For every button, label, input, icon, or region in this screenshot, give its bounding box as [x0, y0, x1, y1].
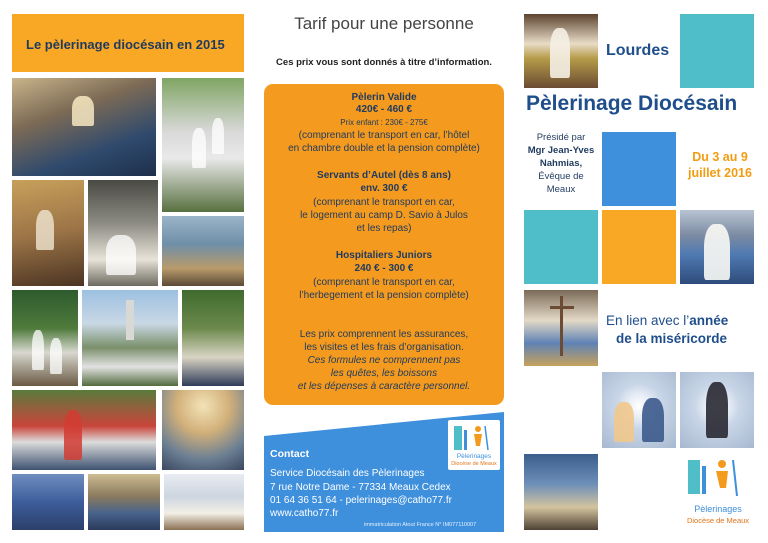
- photo-youth-crowd: [524, 454, 598, 530]
- photo-bishop: [680, 210, 754, 284]
- link-line-2: de la miséricorde: [616, 331, 728, 346]
- link-line-1: [606, 313, 728, 328]
- main-title: Pèlerinage Diocésain: [526, 92, 738, 115]
- pricing-item-2-detail-1: l’herbegement et la pension complète): [299, 290, 469, 301]
- pricing-item-1-detail-1: le logement au camp D. Savio à Julos: [300, 210, 468, 221]
- photo-virgin-statue: [680, 372, 754, 448]
- pilgrim-icon: [448, 420, 500, 454]
- photo-group-courtyard: [162, 216, 244, 286]
- contact-address: 7 rue Notre Dame - 77334 Meaux Cedex: [270, 482, 451, 493]
- photo-cross-procession: [524, 290, 598, 366]
- photo-elderly-pilgrims: [602, 372, 676, 448]
- pricing-footnote-1: Les prix comprennent les assurances,: [299, 329, 469, 340]
- dates-line-2: juillet 2016: [688, 166, 752, 180]
- pricing-item-0-detail-0: (comprenant le transport en car, l’hôtel: [298, 130, 470, 141]
- pricing-footnote-4: les quêtes, les boissons: [330, 368, 438, 379]
- preside-role-2: Meaux: [546, 184, 576, 195]
- pricing-item-2-detail-0: (comprenant le transport en car,: [313, 277, 455, 288]
- teal-square-middle: [524, 210, 598, 284]
- photo-altar-servers: [12, 180, 84, 286]
- photo-basilica: [82, 290, 178, 386]
- lourdes-label: Lourdes: [606, 42, 670, 59]
- pricing-title: Tarif pour une personne: [294, 14, 474, 33]
- preside-role-1: Évêque de: [538, 171, 584, 182]
- pricing-item-2-price: 240 € - 300 €: [354, 263, 414, 274]
- left-header-banner: [12, 14, 244, 72]
- contact-registration: immatriculation Atout France N° IM077110007: [364, 522, 477, 528]
- contact-heading: Contact: [270, 448, 310, 460]
- photo-walk-path: [182, 290, 244, 386]
- pelerinages-logo-small: [448, 420, 500, 470]
- contact-website[interactable]: www.catho77.fr: [270, 508, 339, 519]
- pricing-item-0-detail-1: en chambre double et la pension complète): [288, 143, 480, 154]
- pricing-item-0-price: 420€ - 460 €: [355, 104, 413, 115]
- contact-block: [264, 412, 504, 532]
- photo-altar-servers-candle: [524, 14, 598, 88]
- pricing-subtitle: Ces prix vous sont donnés à titre d’information.: [276, 57, 492, 68]
- left-header-title: Le pèlerinage diocésain en 2015: [26, 37, 225, 52]
- photo-basilica-interior: [162, 390, 244, 470]
- pricing-item-0-note: Prix enfant : 230€ - 275€: [340, 118, 428, 127]
- pricing-item-1-detail-0: (comprenant le transport en car,: [313, 197, 455, 208]
- photo-youth-group-1: [12, 474, 84, 530]
- pricing-footnote-5: et les dépenses à caractère personnel.: [297, 381, 471, 392]
- contact-org: Service Diocésain des Pèlerinages: [270, 468, 425, 479]
- pricing-item-0-name: Pèlerin Valide: [351, 92, 417, 103]
- dates-line-1: Du 3 au 9: [692, 150, 748, 164]
- photo-grotto: [88, 180, 158, 286]
- pricing-footnote-3: Ces formules ne comprennent pas: [307, 355, 461, 366]
- link-prefix: En lien avec l’: [606, 313, 690, 328]
- photo-youth-group-3: [164, 474, 244, 530]
- pricing-item-1-detail-2: et les repas): [356, 223, 412, 234]
- link-highlight: année: [689, 313, 729, 328]
- preside-name-1: Mgr Jean-Yves: [527, 145, 595, 156]
- photo-procession-path: [162, 78, 244, 212]
- logo-small-line1: Pèlerinages: [456, 453, 492, 460]
- logo-large-line2: Diocèse de Meaux: [686, 516, 750, 525]
- pricing-footnote-2: les visites et les frais d’organisation.: [304, 342, 464, 353]
- photo-priest-crowd: [12, 390, 156, 470]
- orange-square: [602, 210, 676, 284]
- teal-square-top: [680, 14, 754, 88]
- pricing-item-1-name: Servants d’Autel (dès 8 ans): [317, 170, 451, 181]
- preside-label: Présidé par: [536, 132, 586, 143]
- pricing-item-2-name: Hospitaliers Juniors: [335, 250, 433, 261]
- photo-mass-celebration: [12, 78, 156, 176]
- pricing-item-1-price: env. 300 €: [360, 183, 408, 194]
- photo-youth-group-2: [88, 474, 160, 530]
- logo-small-line2: Diocèse de Meaux: [451, 461, 497, 467]
- pelerinages-logo-large: [680, 454, 756, 530]
- preside-name-2: Nahmias,: [539, 158, 583, 169]
- photo-procession-trees: [12, 290, 78, 386]
- logo-large-line1: Pèlerinages: [694, 504, 742, 514]
- blue-square: [602, 132, 676, 206]
- contact-phone-email[interactable]: 01 64 36 51 64 - pelerinages@catho77.fr: [270, 495, 452, 506]
- pilgrim-icon-large: [680, 454, 756, 502]
